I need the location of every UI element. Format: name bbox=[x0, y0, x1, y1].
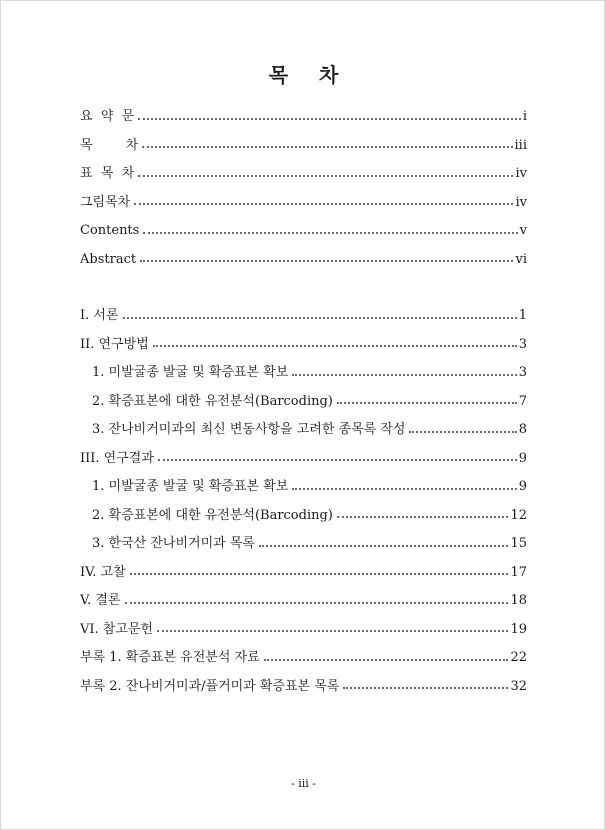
toc-entry-label: I. 서론 bbox=[80, 308, 119, 324]
toc-page-number: iv bbox=[515, 194, 527, 210]
page-title: 목 차 bbox=[268, 63, 351, 87]
toc-entry-label: 2. 확증표본에 대한 유전분석(Barcoding) bbox=[92, 507, 333, 523]
leader-dots bbox=[157, 630, 508, 632]
toc-entry-chapter[interactable] bbox=[80, 559, 527, 588]
toc-page-number: 12 bbox=[510, 507, 527, 523]
toc-page-number: 15 bbox=[510, 536, 527, 552]
toc-entry-section[interactable] bbox=[80, 388, 527, 417]
toc-entry-abstract[interactable] bbox=[80, 246, 527, 275]
toc-page-number: vi bbox=[515, 251, 527, 267]
leader-dots bbox=[292, 488, 516, 490]
toc-entry-label: 표 목 차 bbox=[80, 166, 135, 182]
toc-page-number: 9 bbox=[518, 479, 527, 495]
toc-entry-label: 부록 2. 잔나비거미과/플거미과 확증표본 목록 bbox=[80, 678, 340, 694]
toc-entry-label: 3. 한국산 잔나비거미과 목록 bbox=[92, 536, 255, 552]
toc-entry-appendix[interactable] bbox=[80, 644, 527, 673]
toc-entry-label: IV. 고찰 bbox=[80, 564, 126, 580]
leader-dots bbox=[134, 203, 513, 205]
toc-entry-chapter[interactable] bbox=[80, 331, 527, 360]
toc-page-number: 18 bbox=[510, 593, 527, 609]
leader-dots bbox=[292, 374, 516, 376]
toc-entry-label: 그림목차 bbox=[80, 194, 131, 210]
toc-entry-label: 3. 잔나비거미과의 최신 변동사항을 고려한 종목록 작성 bbox=[92, 422, 406, 438]
toc-entry-label: VI. 참고문헌 bbox=[80, 621, 154, 637]
toc-page-number: 17 bbox=[510, 564, 527, 580]
toc-entry-chapter[interactable] bbox=[80, 616, 527, 645]
toc-page-number: 19 bbox=[510, 621, 527, 637]
toc-entry-figure-list[interactable] bbox=[80, 189, 527, 218]
toc-entry-label: 1. 미발굴종 발굴 및 확증표본 확보 bbox=[92, 479, 289, 495]
toc-page-number: 22 bbox=[510, 650, 527, 666]
toc-entry-contents-en[interactable] bbox=[80, 217, 527, 246]
toc-page-number: 32 bbox=[510, 678, 527, 694]
toc-entry-label: Abstract bbox=[80, 251, 137, 267]
toc-entry-chapter[interactable] bbox=[80, 302, 527, 331]
toc-entry-summary[interactable] bbox=[80, 103, 527, 132]
toc-page-number: 3 bbox=[518, 365, 527, 381]
leader-dots bbox=[130, 573, 509, 575]
toc-page-number: v bbox=[519, 223, 527, 239]
toc-entry-section[interactable] bbox=[80, 473, 527, 502]
table-of-contents bbox=[80, 103, 527, 701]
toc-entry-label: 목 차 bbox=[80, 137, 139, 153]
toc-page-number: 3 bbox=[518, 336, 527, 352]
leader-dots bbox=[409, 431, 516, 433]
toc-entry-table-list[interactable] bbox=[80, 160, 527, 189]
toc-page-number: 8 bbox=[518, 422, 527, 438]
toc-page-number: 1 bbox=[518, 308, 527, 324]
toc-page-number: 9 bbox=[518, 450, 527, 466]
toc-page-number: iii bbox=[514, 137, 527, 153]
toc-entry-label: III. 연구결과 bbox=[80, 450, 154, 466]
toc-entry-label: 요 약 문 bbox=[80, 109, 135, 125]
leader-dots bbox=[138, 118, 521, 120]
toc-entry-label: 1. 미발굴종 발굴 및 확증표본 확보 bbox=[92, 365, 289, 381]
toc-page-number: i bbox=[522, 109, 527, 125]
toc-entry-label: Contents bbox=[80, 223, 140, 239]
leader-dots bbox=[143, 232, 517, 234]
page-footer-number: - iii - bbox=[291, 777, 316, 790]
toc-entry-chapter[interactable] bbox=[80, 445, 527, 474]
toc-entry-label: 부록 1. 확증표본 유전분석 자료 bbox=[80, 650, 260, 666]
leader-dots bbox=[140, 260, 513, 262]
toc-entry-contents[interactable] bbox=[80, 132, 527, 161]
toc-entry-label: V. 결론 bbox=[80, 593, 121, 609]
leader-dots bbox=[337, 516, 509, 518]
toc-entry-label: 2. 확증표본에 대한 유전분석(Barcoding) bbox=[92, 393, 333, 409]
leader-dots bbox=[259, 545, 509, 547]
leader-dots bbox=[123, 317, 517, 319]
toc-page-number: 7 bbox=[518, 393, 527, 409]
toc-entry-section[interactable] bbox=[80, 416, 527, 445]
toc-entry-appendix[interactable] bbox=[80, 673, 527, 702]
toc-page-number: iv bbox=[515, 166, 527, 182]
leader-dots bbox=[125, 602, 509, 604]
leader-dots bbox=[153, 345, 517, 347]
leader-dots bbox=[158, 459, 517, 461]
toc-entry-section[interactable] bbox=[80, 530, 527, 559]
toc-entry-section[interactable] bbox=[80, 359, 527, 388]
toc-entry-section[interactable] bbox=[80, 502, 527, 531]
leader-dots bbox=[264, 659, 509, 661]
toc-entry-chapter[interactable] bbox=[80, 587, 527, 616]
leader-dots bbox=[343, 687, 508, 689]
leader-dots bbox=[142, 146, 512, 148]
toc-entry-label: II. 연구방법 bbox=[80, 336, 149, 352]
leader-dots bbox=[337, 402, 517, 404]
leader-dots bbox=[138, 175, 513, 177]
